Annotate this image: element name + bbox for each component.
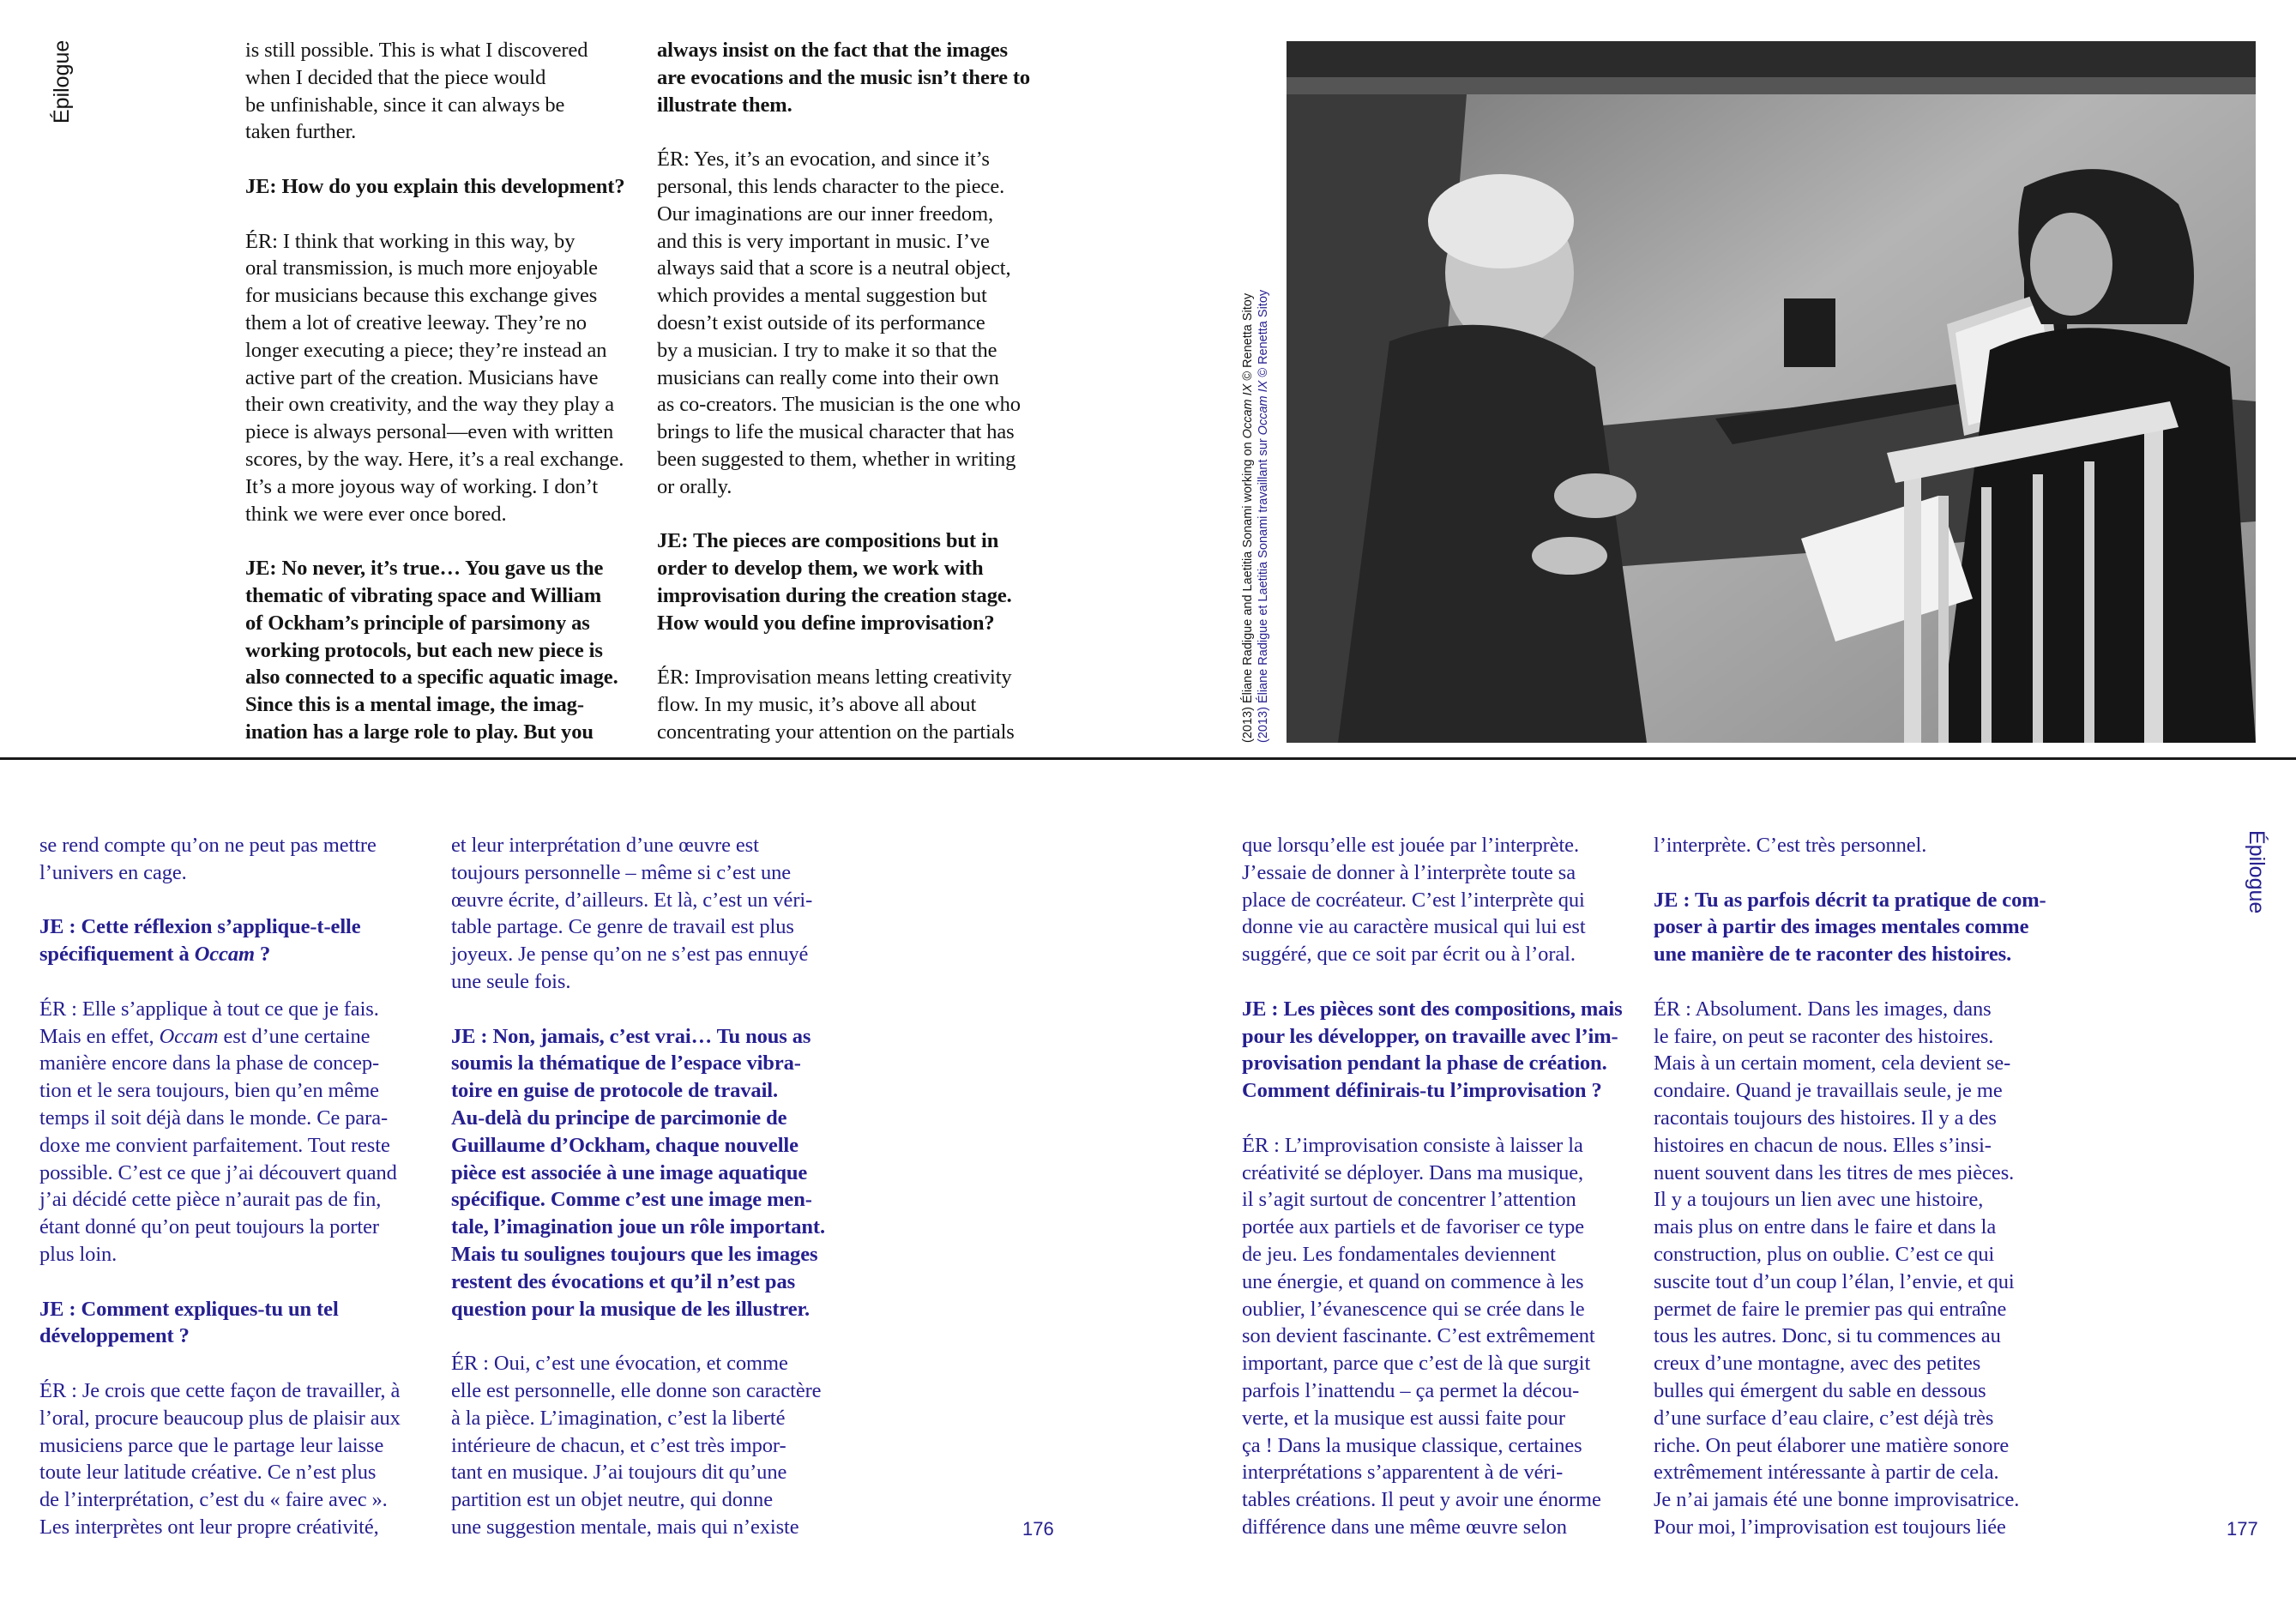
interview-question: JE : Comment expliques-tu un tel développement ? [39, 1297, 339, 1348]
english-column-1 [245, 37, 657, 774]
french-column-2 [451, 832, 863, 1569]
interview-answer: et leur interprétation d’une œuvre est toujours personnelle – même si c’est une œuvre écrite, d’ailleurs. Et là, c’est un véri- table partage. Ce genre de travail est plus joyeux. Je pense qu’on ne s’est pas ennuyé une seule fois. [451, 834, 813, 993]
interview-answer: is still possible. This is what I discovered when I decided that the piece would be unfinishable, since it can always be taken further. [245, 39, 588, 144]
french-column-3 [1242, 832, 1654, 1569]
section-tab-top: Épilogue [50, 39, 74, 124]
page-number-right: 177 [2227, 1518, 2258, 1540]
interview-answer: ÉR : L’improvisation consiste à laisser la créativité se déployer. Dans ma musique, il s’agit surtout de concentrer l’attention portée aux partiels et de favoriser ce type de jeu. Les fondamentales deviennent une énergie, et quand on commence à les oublier, l’évanescence qui se crée dans le son devient fascinante. C’est extrêmement important, parce que c’est de là que surgit parfois l’inattendu – ça permet la décou- verte, et la musique est aussi faite pour ça ! Dans la musique classique, certaines interprétations s’apparentent à de véri- tables créations. Il peut y avoir une énorme différence dans une même œuvre selon [1242, 1133, 1601, 1539]
interview-question: JE: How do you explain this development? [245, 174, 625, 198]
interview-question: JE : Cette réflexion s’applique-t-elle spécifiquement à Occam ? [39, 915, 361, 967]
interview-question: JE: No never, it’s true… You gave us the thematic of vibrating space and William of Ockham’s principle of parsimony as working protocols, but each new piece is also connected to a specific aquatic image. Since this is a mental image, the imag- ination has a large role to play. But you [245, 557, 618, 744]
interview-question: JE : Les pièces sont des compositions, mais pour les développer, on travaille avec l’im- provisation pendant la phase de création. Comment définirais-tu l’improvisation ? [1242, 997, 1623, 1103]
interview-answer: que lorsqu’elle est jouée par l’interprète. J’essaie de donner à l’interprète toute sa place de cocréateur. C’est l’interprète qui donne vie au caractère musical qui lui est suggéré, que ce soit par écrit ou à l’oral. [1242, 834, 1586, 967]
interview-question: always insist on the fact that the images are evocations and the music isn’t there to illustrate them. [657, 39, 1031, 117]
interview-answer: ÉR: I think that working in this way, by oral transmission, is much more enjoyable for musicians because this exchange gives them a lot of creative leeway. They’re no longer executing a piece; they’re instead an active part of the creation. Musicians have their own creativity, and the way they play a piece is always personal—even with written scores, by the way. Here, it’s a real exchange. It’s a more joyous way of working. I don’t think we were ever once bored. [245, 229, 624, 526]
photo-credit-french: (2013) Éliane Radigue et Laetitia Sonami travaillant sur Occam IX © Renetta Sitoy [1256, 289, 1270, 743]
interview-question: JE: The pieces are compositions but in order to develop them, we work with improvisation during the creation stage. How would you define improvisation? [657, 529, 1012, 635]
interview-answer: ÉR: Yes, it’s an evocation, and since it’s personal, this lends character to the piece. Our imaginations are our inner freedom, and this is very important in music. I’ve always said that a score is a neutral object, which provides a mental suggestion but doesn’t exist outside of its performance by a musician. I try to make it so that the musicians can really come into their own as co-creators. The musician is the one who brings to life the musical character that has been suggested to them, whether in writing or orally. [657, 148, 1021, 498]
photo-credit-english: (2013) Éliane Radigue and Laetitia Sonami working on Occam IX © Renetta Sitoy [1241, 292, 1255, 743]
interview-answer: ÉR : Je crois que cette façon de travailler, à l’oral, procure beaucoup plus de plaisir aux musiciens parce que le partage leur laisse toute leur latitude créative. Ce n’est plus de l’interprétation, c’est du « faire avec ». Les interprètes ont leur propre créativité, [39, 1378, 401, 1539]
section-tab-bottom: Épilogue [2245, 830, 2269, 914]
speaker-left [1784, 298, 1835, 367]
english-column-2 [657, 37, 1069, 774]
interview-answer: se rend compte qu’on ne peut pas mettre l’univers en cage. [39, 834, 377, 884]
french-column-1 [39, 832, 451, 1569]
interview-answer: ÉR : Oui, c’est une évocation, et comme elle est personnelle, elle donne son caractère à la pièce. L’imagination, c’est la liberté intérieure de chacun, et c’est très impor- tant en musique. J’ai toujours dit qu’une partition est un objet neutre, qui donne une suggestion mentale, mais qui n’existe [451, 1352, 822, 1539]
french-column-4 [1654, 832, 2065, 1569]
interview-answer: ÉR: Improvisation means letting creativity flow. In my music, it’s above all about concentrating your attention on the partials [657, 666, 1015, 744]
interview-answer: ÉR : Absolument. Dans les images, dans le faire, on peut se raconter des histoires. Mais à un certain moment, cela devient se- condaire. Quand je travaillais seule, je me racontais toujours des histoires. Il y a des histoires en chacun de nous. Elles s’insi- nuent souvent dans les titres de mes pièces. Il y a toujours un lien avec une histoire, mais plus on entre dans le faire et dans la construction, plus on oublie. C’est ce qui suscite tout d’un coup l’élan, l’envie, et qui permet de faire le premier pas qui entraîne tous les autres. Donc, si tu commences au creux d’une montagne, avec des petites bulles qui émergent du sable en dessous d’une surface d’eau claire, c’est déjà très riche. On peut élaborer une matière sonore extrêmement intéressante à partir de cela. Je n’ai jamais été une bonne improvisatrice. Pour moi, l’improvisation est toujours liée [1654, 997, 2020, 1539]
photograph-radigue-sonami [1287, 41, 2256, 743]
interview-answer: ÉR : Elle s’applique à tout ce que je fais. Mais en effet, Occam est d’une certaine manière encore dans la phase de concep- tion et le sera toujours, bien qu’en même temps il soit déjà dans le monde. Ce para- doxe me convient parfaitement. Tout reste possible. C’est ce que j’ai découvert quand j’ai décidé cette pièce n’aurait pas de fin, étant donné qu’on peut toujours la porter plus loin. [39, 997, 397, 1266]
page-number-left: 176 [1022, 1518, 1054, 1540]
interview-question: JE : Non, jamais, c’est vrai… Tu nous as soumis la thématique de l’espace vibra- toire en guise de protocole de travail. Au-delà du principe de parcimonie de Guillaume d’Ockham, chaque nouvelle pièce est associée à une image aquatique spécifique. Comme c’est une image men- tale, l’imagination joue un rôle important. Mais tu soulignes toujours que les images restent des évocations et qu’il n’est pas question pour la musique de les illustrer. [451, 1024, 825, 1321]
page-divider [0, 757, 2296, 760]
interview-question: JE : Tu as parfois décrit ta pratique de com- poser à partir des images mentales comme une manière de te raconter des histoires. [1654, 888, 2046, 967]
photo-credit [1240, 228, 1271, 743]
interview-answer: l’interprète. C’est très personnel. [1654, 834, 1927, 857]
